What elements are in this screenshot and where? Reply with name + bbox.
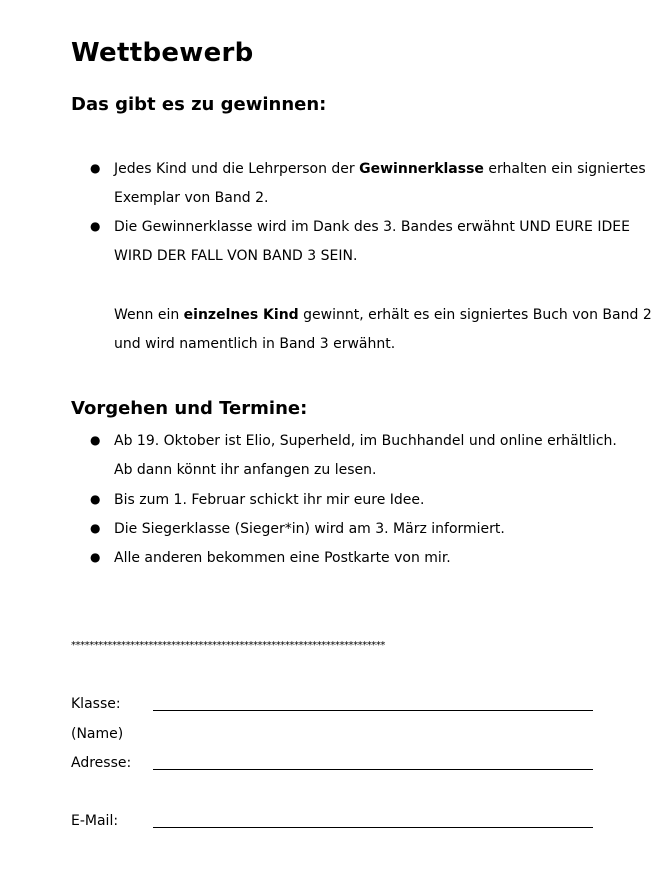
prize-item-2-line-1: Die Gewinnerklasse wird im Dank des 3. Bandes erwähnt UND EURE IDEE xyxy=(114,219,630,235)
single-child-line-1 xyxy=(114,306,652,324)
text-segment: erhalten ein signiertes xyxy=(483,161,646,177)
adresse-label: Adresse: xyxy=(71,755,132,771)
email-label: E-Mail: xyxy=(71,813,119,829)
procedure-heading: Vorgehen und Termine: xyxy=(71,398,308,419)
bullet-icon: ● xyxy=(90,521,101,535)
bullet-icon: ● xyxy=(90,219,101,233)
adresse-field[interactable] xyxy=(153,769,593,770)
prizes-heading: Das gibt es zu gewinnen: xyxy=(71,94,327,115)
prize-item-1-line-2: Exemplar von Band 2. xyxy=(114,190,269,206)
separator-line: ********************************************************************* xyxy=(71,640,385,651)
bullet-icon: ● xyxy=(90,550,101,564)
email-field[interactable] xyxy=(153,827,593,828)
bold-text: einzelnes Kind xyxy=(183,307,299,323)
single-child-line-2: und wird namentlich in Band 3 erwähnt. xyxy=(114,336,396,352)
bullet-icon: ● xyxy=(90,161,101,175)
bold-text: Gewinnerklasse xyxy=(359,161,484,177)
text-segment: gewinnt, erhält es ein signiertes Buch von Band 2 xyxy=(298,307,652,323)
procedure-item-3: Die Siegerklasse (Sieger*in) wird am 3. März informiert. xyxy=(114,521,505,537)
prize-item-1-line-1 xyxy=(114,160,646,178)
klasse-label: Klasse: xyxy=(71,696,121,712)
prize-item-2-line-2: WIRD DER FALL VON BAND 3 SEIN. xyxy=(114,248,358,264)
text-segment: Wenn ein xyxy=(114,307,184,323)
procedure-item-1-line-1: Ab 19. Oktober ist Elio, Superheld, im Buchhandel und online erhältlich. xyxy=(114,433,617,449)
bullet-icon: ● xyxy=(90,492,101,506)
procedure-item-2: Bis zum 1. Februar schickt ihr mir eure Idee. xyxy=(114,492,425,508)
klasse-field[interactable] xyxy=(153,710,593,711)
procedure-item-1-line-2: Ab dann könnt ihr anfangen zu lesen. xyxy=(114,462,377,478)
name-label: (Name) xyxy=(71,726,124,742)
text-segment: Jedes Kind und die Lehrperson der xyxy=(114,161,360,177)
procedure-item-4: Alle anderen bekommen eine Postkarte von mir. xyxy=(114,550,451,566)
page-title: Wettbewerb xyxy=(71,38,254,68)
bullet-icon: ● xyxy=(90,433,101,447)
